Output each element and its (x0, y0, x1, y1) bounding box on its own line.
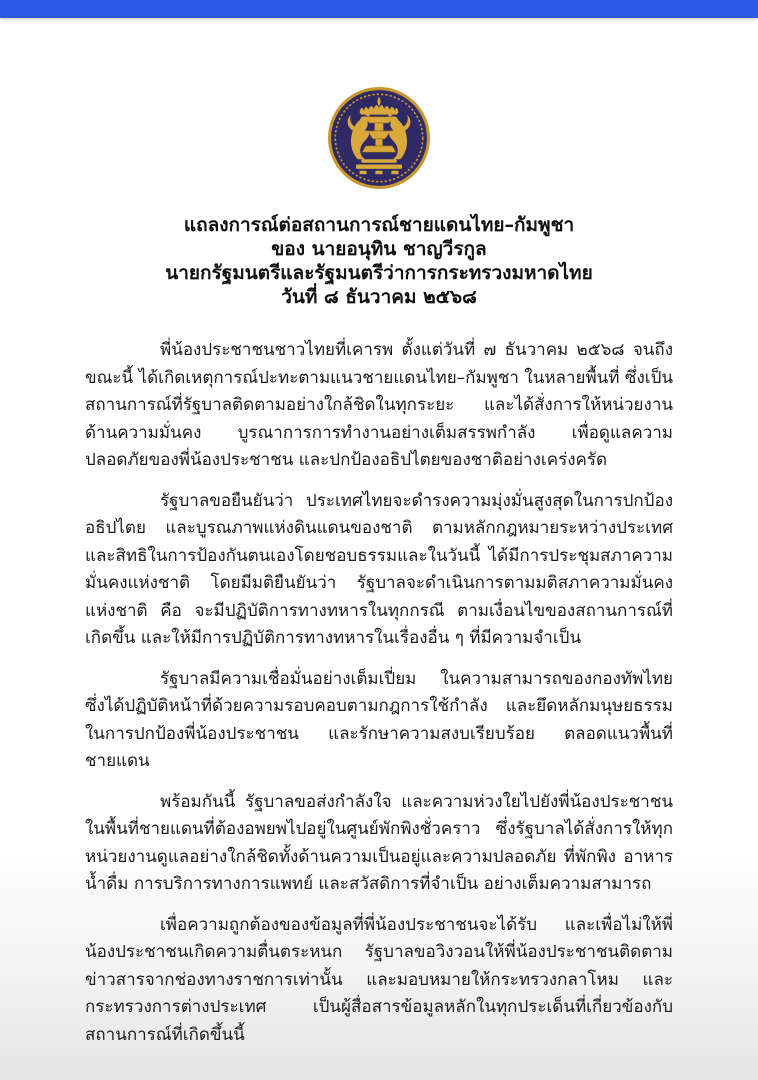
statement-paragraph: เพื่อความถูกต้องของข้อมูลที่พี่น้องประชาชนจะได้รับ และเพื่อไม่ให้พี่น้องประชาชนเกิดความตื่นตระหนก รัฐบาลขอวิงวอนให้พี่น้องประชาชนติดตามข่าวสารจากช่องทางราชการเท่านั้น และมอบหมายให้กระทรวงกลาโหม และกระทรวงการต่างประเทศ เป็นผู้สื่อสารข้อมูลหลักในทุกประเด็นที่เกี่ยวข้องกับสถานการณ์ที่เกิดขึ้นนี้ (85, 914, 673, 1045)
top-accent-bar (0, 0, 758, 18)
statement-title: แถลงการณ์ต่อสถานการณ์ชายแดนไทย–กัมพูชา (183, 214, 575, 236)
statement-paragraph: รัฐบาลขอยืนยันว่า ประเทศไทยจะดำรงความมุ่งมั่นสูงสุดในการปกป้องอธิปไตย และบูรณภาพแห่งดินแดนของชาติ ตามหลักกฎหมายระหว่างประเทศ และสิทธิในการป้องกันตนเองโดยชอบธรรมและในวันนี้ ได้มีการประชุมสภาความมั่นคงแห่งชาติ โดยมีมติยืนยันว่า รัฐบาลจะดำเนินการตามมติสภาความมั่นคงแห่งชาติ คือ จะมีปฏิบัติการทางทหารในทุกกรณี ตามเงื่อนไขของสถานการณ์ที่เกิดขึ้น และให้มีการปฏิบัติการทางทหารในเรื่องอื่น ๆ ที่มีความจำเป็น (85, 490, 673, 648)
statement-date: วันที่ ๘ ธันวาคม ๒๕๖๘ (281, 286, 477, 308)
statement-author-position: นายกรัฐมนตรีและรัฐมนตรีว่าการกระทรวงมหาดไทย (165, 262, 593, 284)
statement-paragraph: พี่น้องประชาชนชาวไทยที่เคารพ ตั้งแต่วันที่ ๗ ธันวาคม ๒๕๖๘ จนถึงขณะนี้ ได้เกิดเหตุการณ์ปะทะตามแนวชายแดนไทย–กัมพูชา ในหลายพื้นที่ ซึ่งเป็นสถานการณ์ที่รัฐบาลติดตามอย่างใกล้ชิดในทุกระยะ และได้สั่งการให้หน่วยงานด้านความมั่นคง บูรณาการการทำงานอย่างเต็มสรรพกำลัง เพื่อดูแลความปลอดภัยของพี่น้องประชาชน และปกป้องอธิปไตยของชาติอย่างเคร่งครัด (85, 340, 673, 470)
statement-author: ของ นายอนุทิน ชาญวีรกูล (271, 238, 487, 260)
statement-paragraph: พร้อมกันนี้ รัฐบาลขอส่งกำลังใจ และความห่วงใยไปยังพี่น้องประชาชนในพื้นที่ชายแดนที่ต้องอพยพไปอยู่ในศูนย์พักพิงชั่วคราว ซึ่งรัฐบาลได้สั่งการให้ทุกหน่วยงานดูแลอย่างใกล้ชิดทั้งด้านความเป็นอยู่และความปลอดภัย ที่พักพิง อาหาร น้ำดื่ม การบริการทางการแพทย์ และสวัสดิการที่จำเป็น อย่างเต็มความสามารถ (85, 791, 673, 894)
government-seal-emblem (326, 85, 432, 191)
statement-title-block (0, 213, 758, 309)
statement-body (85, 337, 673, 1049)
statement-paragraph: รัฐบาลมีความเชื่อมั่นอย่างเต็มเปี่ยม ในความสามารถของกองทัพไทย ซึ่งได้ปฏิบัติหน้าที่ด้วยความรอบคอบตามกฎการใช้กำลัง และยึดหลักมนุษยธรรมในการปกป้องพี่น้องประชาชน และรักษาความสงบเรียบร้อย ตลอดแนวพื้นที่ชายแดน (85, 668, 673, 771)
thai-government-seal-icon (326, 85, 432, 191)
